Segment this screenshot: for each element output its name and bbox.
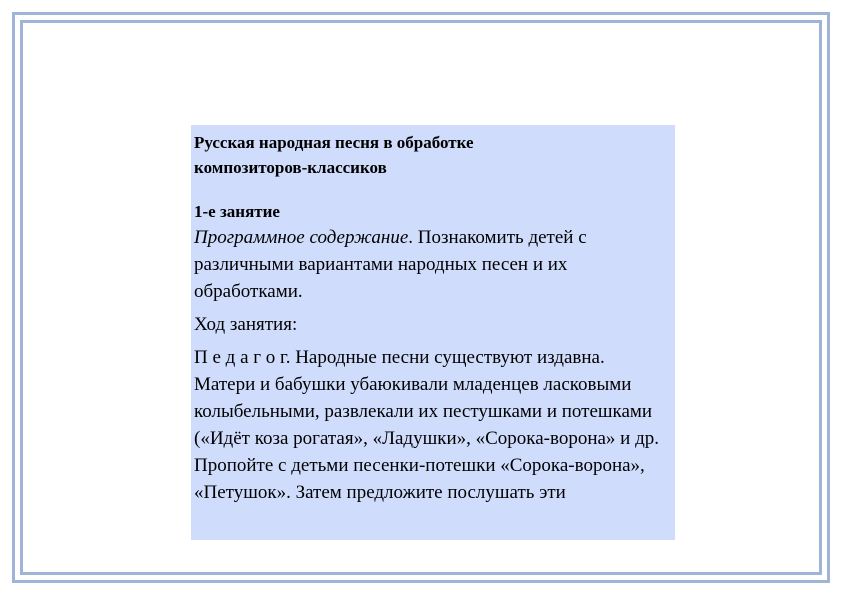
program-paragraph (194, 224, 667, 305)
document-title-line2: композиторов-классиков (194, 158, 387, 177)
document-title-line1: Русская народная песня в обработке (194, 133, 474, 152)
course-label: Ход занятия: (194, 314, 298, 335)
lesson-heading: 1-е занятие (194, 202, 280, 221)
body-paragraph (194, 344, 667, 506)
program-text: . Познакомить детей с различными вариантами народных песен и их обработками. (194, 227, 587, 302)
program-label: Программное содержание (194, 227, 409, 248)
teacher-label: П е д а г о г. (194, 347, 291, 368)
spacer (194, 180, 667, 200)
text-box (191, 125, 675, 540)
body-text: Народные песни существуют издавна. Матери и бабушки убаюкивали младенцев ласковыми колыбельными, развлекали их пестушками и потешками («Идёт коза рогатая», «Ладушки», «Сорока-ворона» и др. Пропойте с детьми песенки-потешки «Сорока-ворона», «Петушок». Затем предложите послушать эти (194, 347, 660, 503)
document-title (194, 130, 667, 180)
